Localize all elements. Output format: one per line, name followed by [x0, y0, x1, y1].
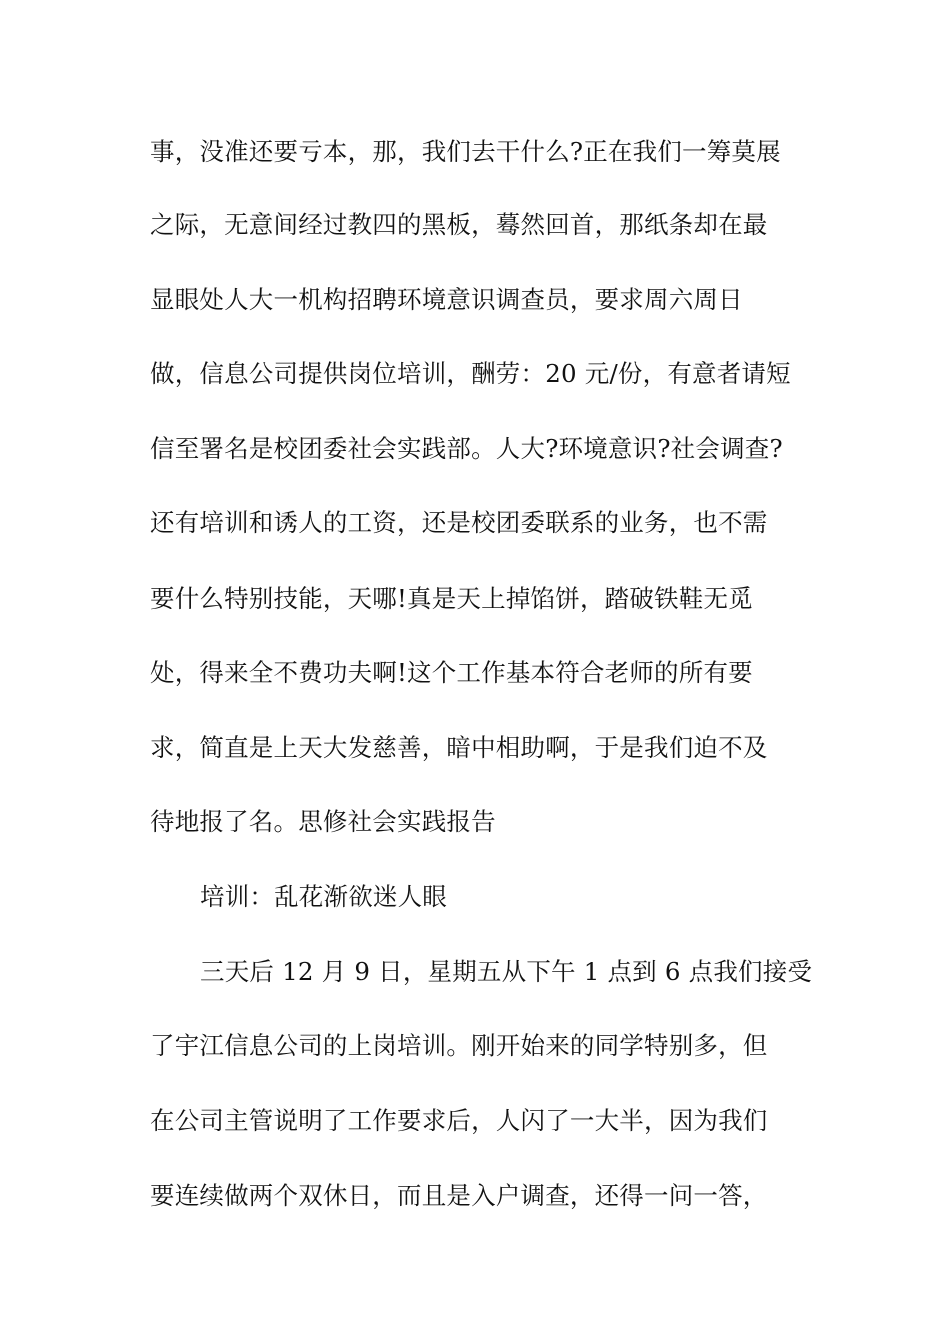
text-line-10: 待地报了名。思修社会实践报告 — [150, 807, 496, 836]
text-line-13: 了宇江信息公司的上岗培训。刚开始来的同学特别多，但 — [150, 1031, 768, 1060]
text-line-2: 之际，无意间经过教四的黑板，蓦然回首，那纸条却在最 — [150, 210, 768, 239]
text-line-4: 做，信息公司提供岗位培训，酬劳：20 元/份，有意者请短 — [150, 359, 791, 388]
text-line-9: 求，简直是上天大发慈善，暗中相助啊，于是我们迫不及 — [150, 733, 768, 762]
text-line-12: 三天后 12 月 9 日，星期五从下午 1 点到 6 点我们接受 — [200, 957, 813, 986]
text-line-8: 处，得来全不费功夫啊!这个工作基本符合老师的所有要 — [150, 658, 753, 687]
text-line-14: 在公司主管说明了工作要求后，人闪了一大半，因为我们 — [150, 1106, 768, 1135]
text-line-6: 还有培训和诱人的工资，还是校团委联系的业务，也不需 — [150, 508, 768, 537]
text-line-3: 显眼处人大一机构招聘环境意识调查员，要求周六周日 — [150, 285, 743, 314]
section-heading: 培训：乱花渐欲迷人眼 — [200, 882, 447, 911]
text-line-1: 事，没准还要亏本，那，我们去干什么?正在我们一筹莫展 — [150, 137, 781, 166]
text-line-5: 信至署名是校团委社会实践部。人大?环境意识?社会调查? — [150, 434, 783, 463]
text-line-7: 要什么特别技能，天哪!真是天上掉馅饼，踏破铁鞋无觅 — [150, 584, 753, 613]
text-line-15: 要连续做两个双休日，而且是入户调查，还得一问一答， — [150, 1181, 768, 1210]
